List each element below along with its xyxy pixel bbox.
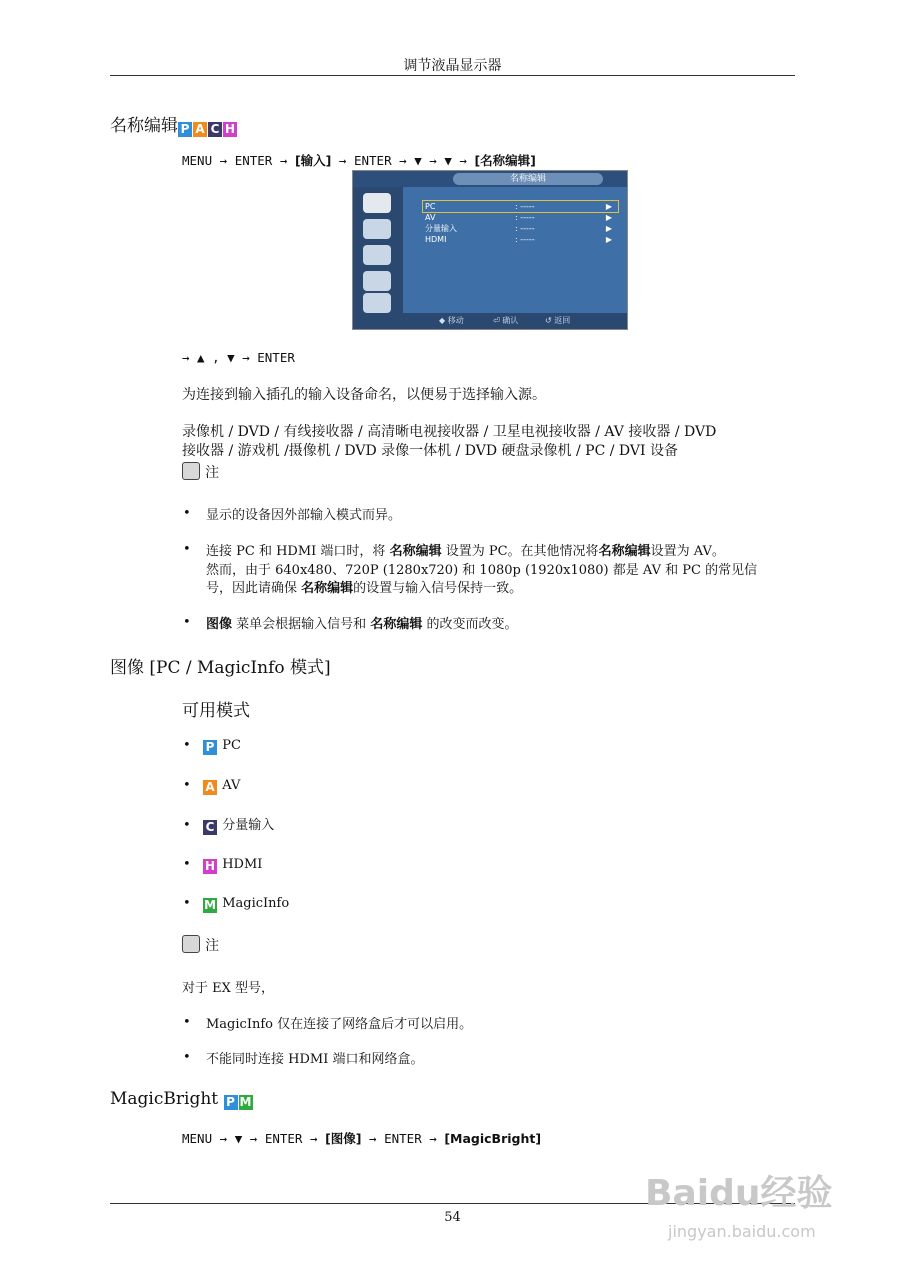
mode-label: AV: [222, 778, 241, 793]
text-run: 的改变而改变。: [426, 617, 518, 632]
path-arrow: →: [219, 1131, 228, 1146]
path-arrow: →: [279, 153, 288, 168]
mode-badge-p: P: [178, 122, 192, 137]
bold-term: 名称编辑: [370, 617, 423, 632]
osd-row-value: : -----: [515, 213, 535, 222]
bullet-dot: •: [183, 778, 191, 793]
bold-term: 名称编辑: [389, 544, 442, 559]
bullet-dot: •: [183, 1050, 191, 1065]
osd-row-pc[interactable]: [423, 201, 618, 212]
available-modes-heading: 可用模式: [182, 701, 250, 721]
path-image: [图像]: [325, 1131, 362, 1146]
mode-badge-m: M: [204, 898, 217, 912]
path-arrow: →: [429, 153, 437, 168]
path-down: ▼: [234, 1131, 243, 1146]
text-run: 设置为 AV。: [650, 544, 725, 559]
path-enter: ENTER: [384, 1131, 422, 1146]
osd-row-label: AV: [425, 213, 436, 222]
devices-line-1: 录像机 / DVD / 有线接收器 / 高清晰电视接收器 / 卫星电视接收器 / AV 接收器 / DVD: [182, 424, 717, 440]
bullet-text-3: [206, 615, 517, 634]
section-title-name-edit: [110, 111, 238, 137]
bullet-dot: •: [183, 542, 191, 557]
mode-label: MagicInfo: [222, 896, 290, 911]
bullet-dot: •: [183, 857, 191, 872]
note-icon: [182, 935, 200, 953]
mode-item-pc: [183, 736, 241, 755]
bold-term: 名称编辑: [598, 544, 651, 559]
bullet-dot: •: [183, 738, 191, 753]
mode-badge-h: H: [205, 859, 216, 873]
picture-icon: [363, 219, 391, 239]
mode-item-component: [183, 816, 274, 835]
path-arrow: →: [219, 153, 228, 168]
menu-path: [182, 151, 536, 169]
text-run: 号，因此请确保: [206, 581, 298, 596]
nav-instruction: → ▲ , ▼ → ENTER: [182, 350, 295, 365]
ex-bullet-1: MagicInfo 仅在连接了网络盒后才可以启用。: [206, 1017, 473, 1032]
osd-confirm-hint: ⏎ 确认: [493, 316, 519, 325]
bullet-text-2-line-2: 然而，由于 640x480、720P (1280x720) 和 1080p (1920x1080) 都是 AV 和 PC 的常见信: [206, 563, 758, 578]
text-run: 菜单会根据输入信号和: [236, 617, 367, 632]
ex-bullet-2: 不能同时连接 HDMI 端口和网络盒。: [206, 1052, 424, 1067]
mode-badge-p: P: [224, 1095, 238, 1110]
section-title-magicbright: [110, 1089, 254, 1110]
mode-item-magicinfo: [183, 894, 289, 913]
path-arrow: →: [399, 153, 407, 168]
osd-row-label: PC: [425, 202, 436, 211]
mode-badge-c: C: [208, 122, 222, 137]
osd-row-value: : -----: [515, 224, 535, 233]
path-enter: ENTER: [234, 153, 273, 168]
osd-row-label: 分量输入: [425, 224, 457, 233]
osd-title: 名称编辑: [453, 173, 603, 185]
osd-screenshot: [352, 170, 628, 330]
page-number: 54: [444, 1210, 461, 1225]
osd-row-av[interactable]: [423, 212, 618, 223]
ex-model-line: 对于 EX 型号，: [182, 981, 275, 996]
text-run: 连接 PC 和 HDMI 端口时，将: [206, 544, 386, 559]
osd-row-hdmi[interactable]: [423, 234, 618, 245]
path-enter: ENTER: [264, 1131, 303, 1146]
devices-line-2: 接收器 / 游戏机 /摄像机 / DVD 录像一体机 / DVD 硬盘录像机 / PC / DVI 设备: [182, 443, 678, 459]
chevron-right-icon: ▶: [605, 224, 612, 233]
watermark-logo: Baidu经验: [645, 1173, 833, 1214]
mode-badge-a: A: [193, 122, 207, 137]
mode-badge-c: C: [203, 820, 217, 835]
path-enter: ENTER: [353, 153, 392, 168]
header-rule: [110, 75, 795, 76]
osd-row-value: : -----: [515, 202, 535, 211]
path-menu: MENU: [182, 153, 213, 168]
note-label: 注: [205, 465, 220, 481]
bullet-dot: •: [183, 818, 191, 833]
mode-label: HDMI: [222, 857, 263, 872]
text-run: 设置为 PC。在其他情况将: [445, 544, 599, 559]
bold-term: 图像: [206, 617, 233, 632]
osd-move-hint: ◆ 移动: [439, 316, 464, 325]
chevron-right-icon: ▶: [605, 235, 612, 244]
bullet-text-1: 显示的设备因外部输入模式而异。: [206, 508, 402, 523]
note-icon: [182, 462, 200, 480]
path-arrow: →: [369, 1131, 377, 1146]
path-arrow: →: [429, 1131, 437, 1146]
bullet-dot: •: [183, 1015, 191, 1030]
sound-icon: [363, 245, 391, 265]
mode-badge-p: P: [203, 740, 217, 755]
mode-item-hdmi: [183, 855, 262, 874]
watermark-url: jingyan.baidu.com: [668, 1222, 816, 1241]
path-arrow: →: [338, 153, 347, 168]
path-arrow: →: [459, 153, 467, 168]
note-2: [182, 935, 219, 956]
running-header: 调节液晶显示器: [403, 58, 502, 74]
osd-back-hint: ↺ 返回: [545, 316, 571, 325]
mode-item-av: [183, 776, 240, 795]
text-run: 的设置与输入信号保持一致。: [353, 581, 523, 596]
bold-term: 名称编辑: [301, 581, 354, 596]
note-1: [182, 462, 219, 483]
bullet-dot: •: [183, 615, 191, 630]
mode-badge-a: A: [203, 780, 217, 795]
mode-label: 分量输入: [222, 818, 275, 833]
input-icon: [363, 193, 391, 213]
section-title-text: MagicBright: [110, 1089, 219, 1109]
path-target: [MagicBright]: [444, 1131, 542, 1146]
osd-sidebar: [353, 187, 403, 313]
path-down: ▼: [414, 153, 422, 168]
setup-icon: [363, 271, 391, 291]
path-target: [名称编辑]: [474, 153, 536, 168]
osd-row-component[interactable]: [423, 223, 618, 234]
path-input: [输入]: [294, 153, 332, 168]
bullet-dot: •: [183, 506, 191, 521]
chevron-right-icon: ▶: [605, 202, 612, 211]
menu-path-magicbright: [182, 1129, 541, 1147]
multi-control-icon: [363, 293, 391, 313]
path-arrow: →: [310, 1131, 318, 1146]
mode-badge-m: M: [239, 1095, 252, 1109]
description: 为连接到输入插孔的输入设备命名，以便易于选择输入源。: [182, 387, 546, 403]
path-down: ▼: [444, 153, 452, 168]
section-title-image-mode: 图像 [PC / MagicInfo 模式]: [110, 658, 331, 678]
bullet-text-2-line-1: [206, 542, 725, 561]
bullet-dot: •: [183, 896, 191, 911]
note-label: 注: [205, 938, 220, 954]
section-title-text: 名称编辑: [110, 116, 178, 136]
mode-badge-h: H: [224, 122, 236, 136]
osd-footer: [353, 313, 627, 329]
path-arrow: →: [249, 1131, 258, 1146]
path-menu: MENU: [182, 1131, 213, 1146]
chevron-right-icon: ▶: [605, 213, 612, 222]
bullet-text-2-line-3: [206, 579, 522, 598]
mode-label: PC: [222, 738, 241, 753]
osd-row-label: HDMI: [425, 235, 447, 244]
osd-row-value: : -----: [515, 235, 535, 244]
